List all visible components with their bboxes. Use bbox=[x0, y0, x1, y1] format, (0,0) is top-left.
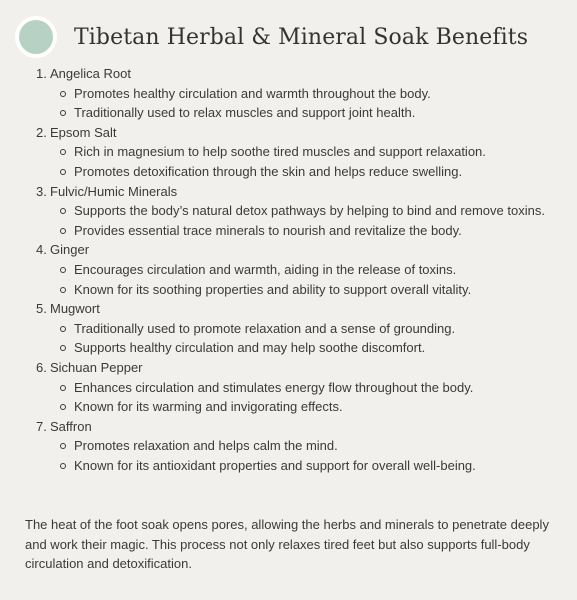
list-item bbox=[36, 64, 546, 123]
bullet-icon bbox=[60, 463, 66, 469]
item-name: Ginger bbox=[50, 242, 90, 258]
closing-paragraph: The heat of the foot soak opens pores, allowing the herbs and minerals to penetrate deeply and work their magic. This process not only relaxes tired feet but also supports full-body circulation and detoxification. bbox=[25, 517, 549, 572]
benefit-text: Known for its warming and invigorating effects. bbox=[74, 399, 343, 415]
benefit-item bbox=[74, 162, 546, 182]
bullet-icon bbox=[60, 110, 66, 116]
benefit-sublist bbox=[36, 436, 546, 475]
benefit-text: Known for its antioxidant properties and support for overall well-being. bbox=[74, 457, 476, 473]
circle-logo bbox=[15, 16, 57, 58]
item-name: Angelica Root bbox=[50, 66, 131, 81]
benefit-sublist bbox=[36, 201, 546, 240]
benefit-item bbox=[74, 142, 546, 162]
bullet-icon bbox=[60, 208, 66, 214]
benefit-item bbox=[74, 378, 546, 398]
benefit-item bbox=[74, 397, 546, 417]
benefit-text: Traditionally used to relax muscles and support joint health. bbox=[74, 105, 416, 121]
item-name: Saffron bbox=[50, 418, 92, 434]
item-name: Mugwort bbox=[50, 301, 100, 317]
bullet-icon bbox=[60, 149, 66, 155]
item-name: Fulvic/Humic Minerals bbox=[50, 183, 178, 199]
item-heading bbox=[36, 240, 546, 260]
benefit-item bbox=[74, 260, 546, 280]
benefit-text: Rich in magnesium to help soothe tired muscles and support relaxation. bbox=[74, 144, 486, 160]
benefit-text: Supports healthy circulation and may help soothe discomfort. bbox=[74, 340, 426, 356]
bullet-icon bbox=[60, 404, 66, 410]
item-heading bbox=[36, 123, 546, 143]
bullet-icon bbox=[60, 267, 66, 273]
item-number: 2. bbox=[36, 124, 47, 140]
item-number: 7. bbox=[36, 418, 47, 434]
benefit-text: Enhances circulation and stimulates energy flow throughout the body. bbox=[74, 379, 474, 395]
benefit-text: Traditionally used to promote relaxation and a sense of grounding. bbox=[74, 320, 456, 336]
bullet-icon bbox=[60, 287, 66, 293]
benefit-sublist bbox=[36, 319, 546, 358]
list-item bbox=[36, 240, 546, 299]
item-heading bbox=[36, 299, 546, 319]
bullet-icon bbox=[60, 385, 66, 391]
bullet-icon bbox=[60, 443, 66, 449]
benefit-item bbox=[74, 103, 546, 123]
item-number: 5. bbox=[36, 301, 47, 317]
benefit-text: Promotes healthy circulation and warmth throughout the body. bbox=[74, 85, 431, 101]
benefit-text: Supports the body’s natural detox pathways by helping to bind and remove toxins. bbox=[74, 203, 545, 219]
benefit-text: Promotes detoxification through the skin and helps reduce swelling. bbox=[74, 163, 463, 179]
list-item bbox=[36, 358, 546, 417]
list-item bbox=[36, 123, 546, 182]
benefit-sublist bbox=[36, 84, 546, 123]
benefit-item bbox=[74, 456, 546, 476]
benefit-sublist bbox=[36, 142, 546, 181]
item-heading bbox=[36, 417, 546, 437]
item-number: 3. bbox=[36, 183, 47, 199]
bullet-icon bbox=[60, 345, 66, 351]
page-title: Tibetan Herbal & Mineral Soak Benefits bbox=[74, 24, 529, 50]
item-name: Sichuan Pepper bbox=[50, 359, 143, 375]
benefit-text: Provides essential trace minerals to nourish and revitalize the body. bbox=[74, 222, 462, 238]
list-item bbox=[36, 182, 546, 241]
list-item bbox=[36, 417, 546, 476]
header bbox=[15, 14, 528, 60]
benefits-list bbox=[36, 64, 546, 475]
item-heading bbox=[36, 64, 546, 84]
item-name: Epsom Salt bbox=[50, 124, 117, 140]
benefit-item bbox=[74, 221, 546, 241]
bullet-icon bbox=[60, 228, 66, 234]
benefit-item bbox=[74, 201, 546, 221]
benefit-item bbox=[74, 338, 546, 358]
item-heading bbox=[36, 182, 546, 202]
bullet-icon bbox=[60, 91, 66, 97]
benefit-sublist bbox=[36, 260, 546, 299]
logo-inner-circle bbox=[19, 20, 53, 54]
item-number: 6. bbox=[36, 359, 47, 375]
benefit-item bbox=[74, 84, 546, 104]
bullet-icon bbox=[60, 326, 66, 332]
benefit-text: Encourages circulation and warmth, aiding in the release of toxins. bbox=[74, 261, 457, 277]
benefit-item bbox=[74, 280, 546, 300]
benefit-text: Known for its soothing properties and ability to support overall vitality. bbox=[74, 281, 472, 297]
item-number: 4. bbox=[36, 242, 47, 258]
item-heading bbox=[36, 358, 546, 378]
benefit-sublist bbox=[36, 378, 546, 417]
benefit-item bbox=[74, 436, 546, 456]
bullet-icon bbox=[60, 169, 66, 175]
benefit-text: Promotes relaxation and helps calm the mind. bbox=[74, 438, 338, 454]
list-item bbox=[36, 299, 546, 358]
benefit-item bbox=[74, 319, 546, 339]
item-number: 1. bbox=[36, 66, 47, 81]
